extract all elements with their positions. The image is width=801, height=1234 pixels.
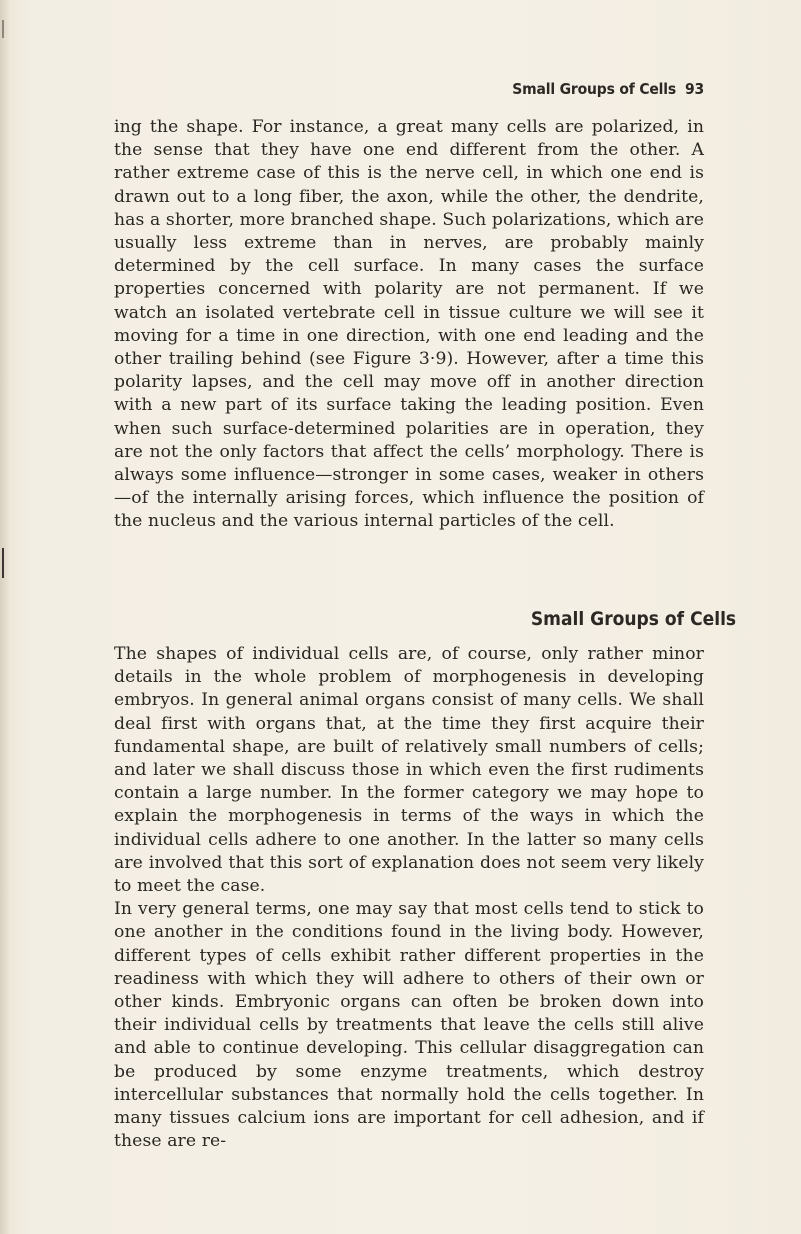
- paragraph-continued: ing the shape. For instance, a great many cells are polarized, in the sense that they have one end different from the other. A rather extreme case of this is the nerve cell, in which one end is drawn out to a long fiber, the axon, while the other, the dendrite, has a shorter, more branched shape. Such polarizations, which are usually less extreme than in nerves, are probably mainly determined by the cell surface. In many cases the surface properties concerned with polarity are not permanent. If we watch an isolated vertebrate cell in tissue culture we will see it moving for a time in one direction, with one end leading and the other trailing behind (see Figure 3·9). However, after a time this polarity lapses, and the cell may move off in another direction with a new part of its surface taking the leading position. Even when such surface-determined polarities are in operation, they are not the only factors that affect the cells’ morphology. There is always some influence—stronger in some cases, weaker in others—of the internally arising forces, which influence the position of the nucleus and the various internal particles of the cell.: [114, 117, 704, 532]
- margin-mark: [2, 548, 4, 578]
- paragraph: In very general terms, one may say that most cells tend to stick to one another in the conditions found in the living body. However, different types of cells exhibit rather different properties in the readiness with which they will adhere to others of their own or other kinds. Embryonic organs can often be broken down into their individual cells by treatments that leave the cells still alive and able to continue developing. This cellular disaggregation can be produced by some enzyme treatments, which destroy intercellular substances that normally hold the cells together. In many tissues calcium ions are important for cell adhesion, and if these are re-: [114, 899, 704, 1152]
- margin-mark: [2, 20, 4, 38]
- section-heading: Small Groups of Cells: [530, 608, 736, 630]
- page-gutter-shadow: [0, 0, 10, 1234]
- body-text-bottom: [114, 643, 704, 1153]
- paragraph: The shapes of individual cells are, of course, only rather minor details in the whole problem of morphogenesis in developing embryos. In general animal organs consist of many cells. We shall deal first with organs that, at the time they first acquire their fundamental shape, are built of relatively small numbers of cells; and later we shall discuss those in which even the first rudiments contain a large number. In the former category we may hope to explain the morphogenesis in terms of the ways in which the individual cells adhere to one another. In the latter so many cells are involved that this sort of explanation does not seem very likely to meet the case.: [114, 644, 704, 897]
- running-head-title: Small Groups of Cells: [512, 80, 676, 98]
- body-text-top: [114, 116, 704, 534]
- page-number: 93: [684, 80, 704, 98]
- running-head: [512, 80, 704, 98]
